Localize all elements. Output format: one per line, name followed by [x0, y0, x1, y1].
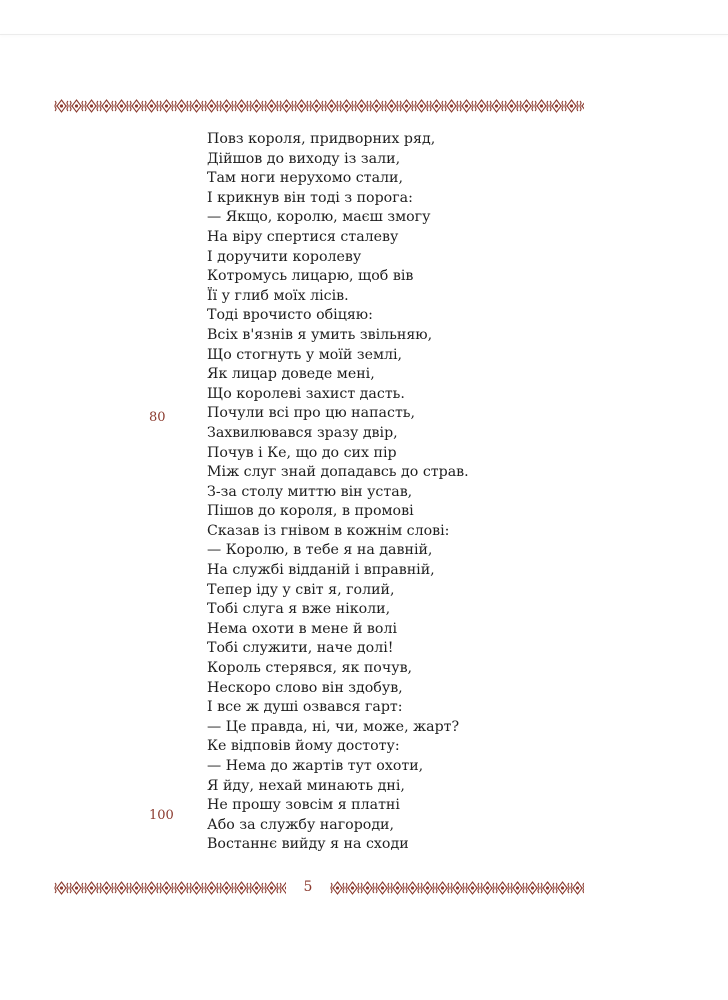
page-top-edge [0, 34, 728, 35]
floral-border-icon [54, 880, 286, 896]
verse-line: Тепер іду у світ я, голий, [207, 581, 395, 598]
verse-line: Або за службу нагороди, [207, 816, 395, 833]
verse-line: Король стерявся, як почув, [207, 660, 413, 677]
page-number: 5 [303, 879, 313, 895]
verse-line: Повз короля, придворних ряд, [207, 131, 436, 147]
verse-line: На службі відданій і вправній, [207, 562, 435, 579]
verse-line: Всіх в'язнів я умить звільняю, [207, 326, 433, 343]
bottom-left-ornament-border [54, 880, 286, 896]
verse-line: Ке відповів йому достоту: [207, 738, 400, 755]
verse-line: — Якщо, королю, маєш змогу [207, 209, 431, 226]
verse-line: Як лицар доведе мені, [207, 366, 375, 383]
verse-line: Тобі слуга я вже ніколи, [207, 601, 391, 618]
verse-line: Не прошу зовсім я платні [207, 797, 400, 814]
verse-line: Дійшов до виходу із зали, [207, 150, 401, 167]
verse-line: Нескоро слово він здобув, [207, 679, 403, 696]
verse-line: З-за столу миттю він устав, [207, 483, 413, 500]
verse-line: Тобі служити, наче долі! [207, 640, 394, 657]
verse-line: Я йду, нехай минають дні, [207, 777, 405, 794]
bottom-right-ornament-border [330, 880, 584, 896]
top-ornament-border [54, 98, 584, 114]
verse-line: І крикнув він тоді з порога: [207, 189, 413, 206]
verse-line: Тоді врочисто обіцяю: [207, 307, 373, 324]
verse-line: Востаннє вийду я на сходи [207, 836, 409, 853]
verse-line: Між слуг знай допадавсь до страв. [207, 464, 469, 481]
verse-line: Почули всі про цю напасть, [207, 405, 416, 422]
verse-line: Сказав із гнівом в кожнім слові: [207, 522, 450, 539]
verse-line: — Нема до жартів тут охоти, [207, 758, 424, 774]
verse-line: Що королеві захист дасть. [207, 385, 405, 402]
verse-line: І доручити королеву [207, 248, 362, 265]
verse-line: Котромусь лицарю, щоб вів [207, 268, 414, 285]
verse-line: — Королю, в тебе я на давній, [207, 542, 433, 559]
verse-line: Захвилювався зразу двір, [207, 424, 398, 441]
verse-line: Там ноги нерухомо стали, [207, 170, 404, 187]
verse-line: Що стогнуть у моїй землі, [207, 346, 403, 363]
line-number-100: 100 [149, 808, 174, 823]
verse-line: На віру спертися сталеву [207, 228, 399, 245]
poem-verse [207, 130, 507, 855]
floral-border-icon [330, 880, 584, 896]
verse-line: І все ж душі озвався гарт: [207, 699, 403, 716]
floral-border-icon [54, 98, 584, 114]
verse-line: Почув і Ке, що до сих пір [207, 444, 397, 461]
verse-line: Пішов до короля, в промові [207, 503, 414, 520]
verse-line: — Це правда, ні, чи, може, жарт? [207, 718, 460, 735]
line-number-80: 80 [149, 410, 166, 425]
verse-line: Нема охоти в мене й волі [207, 620, 398, 637]
verse-line: Її у глиб моїх лісів. [207, 287, 349, 304]
